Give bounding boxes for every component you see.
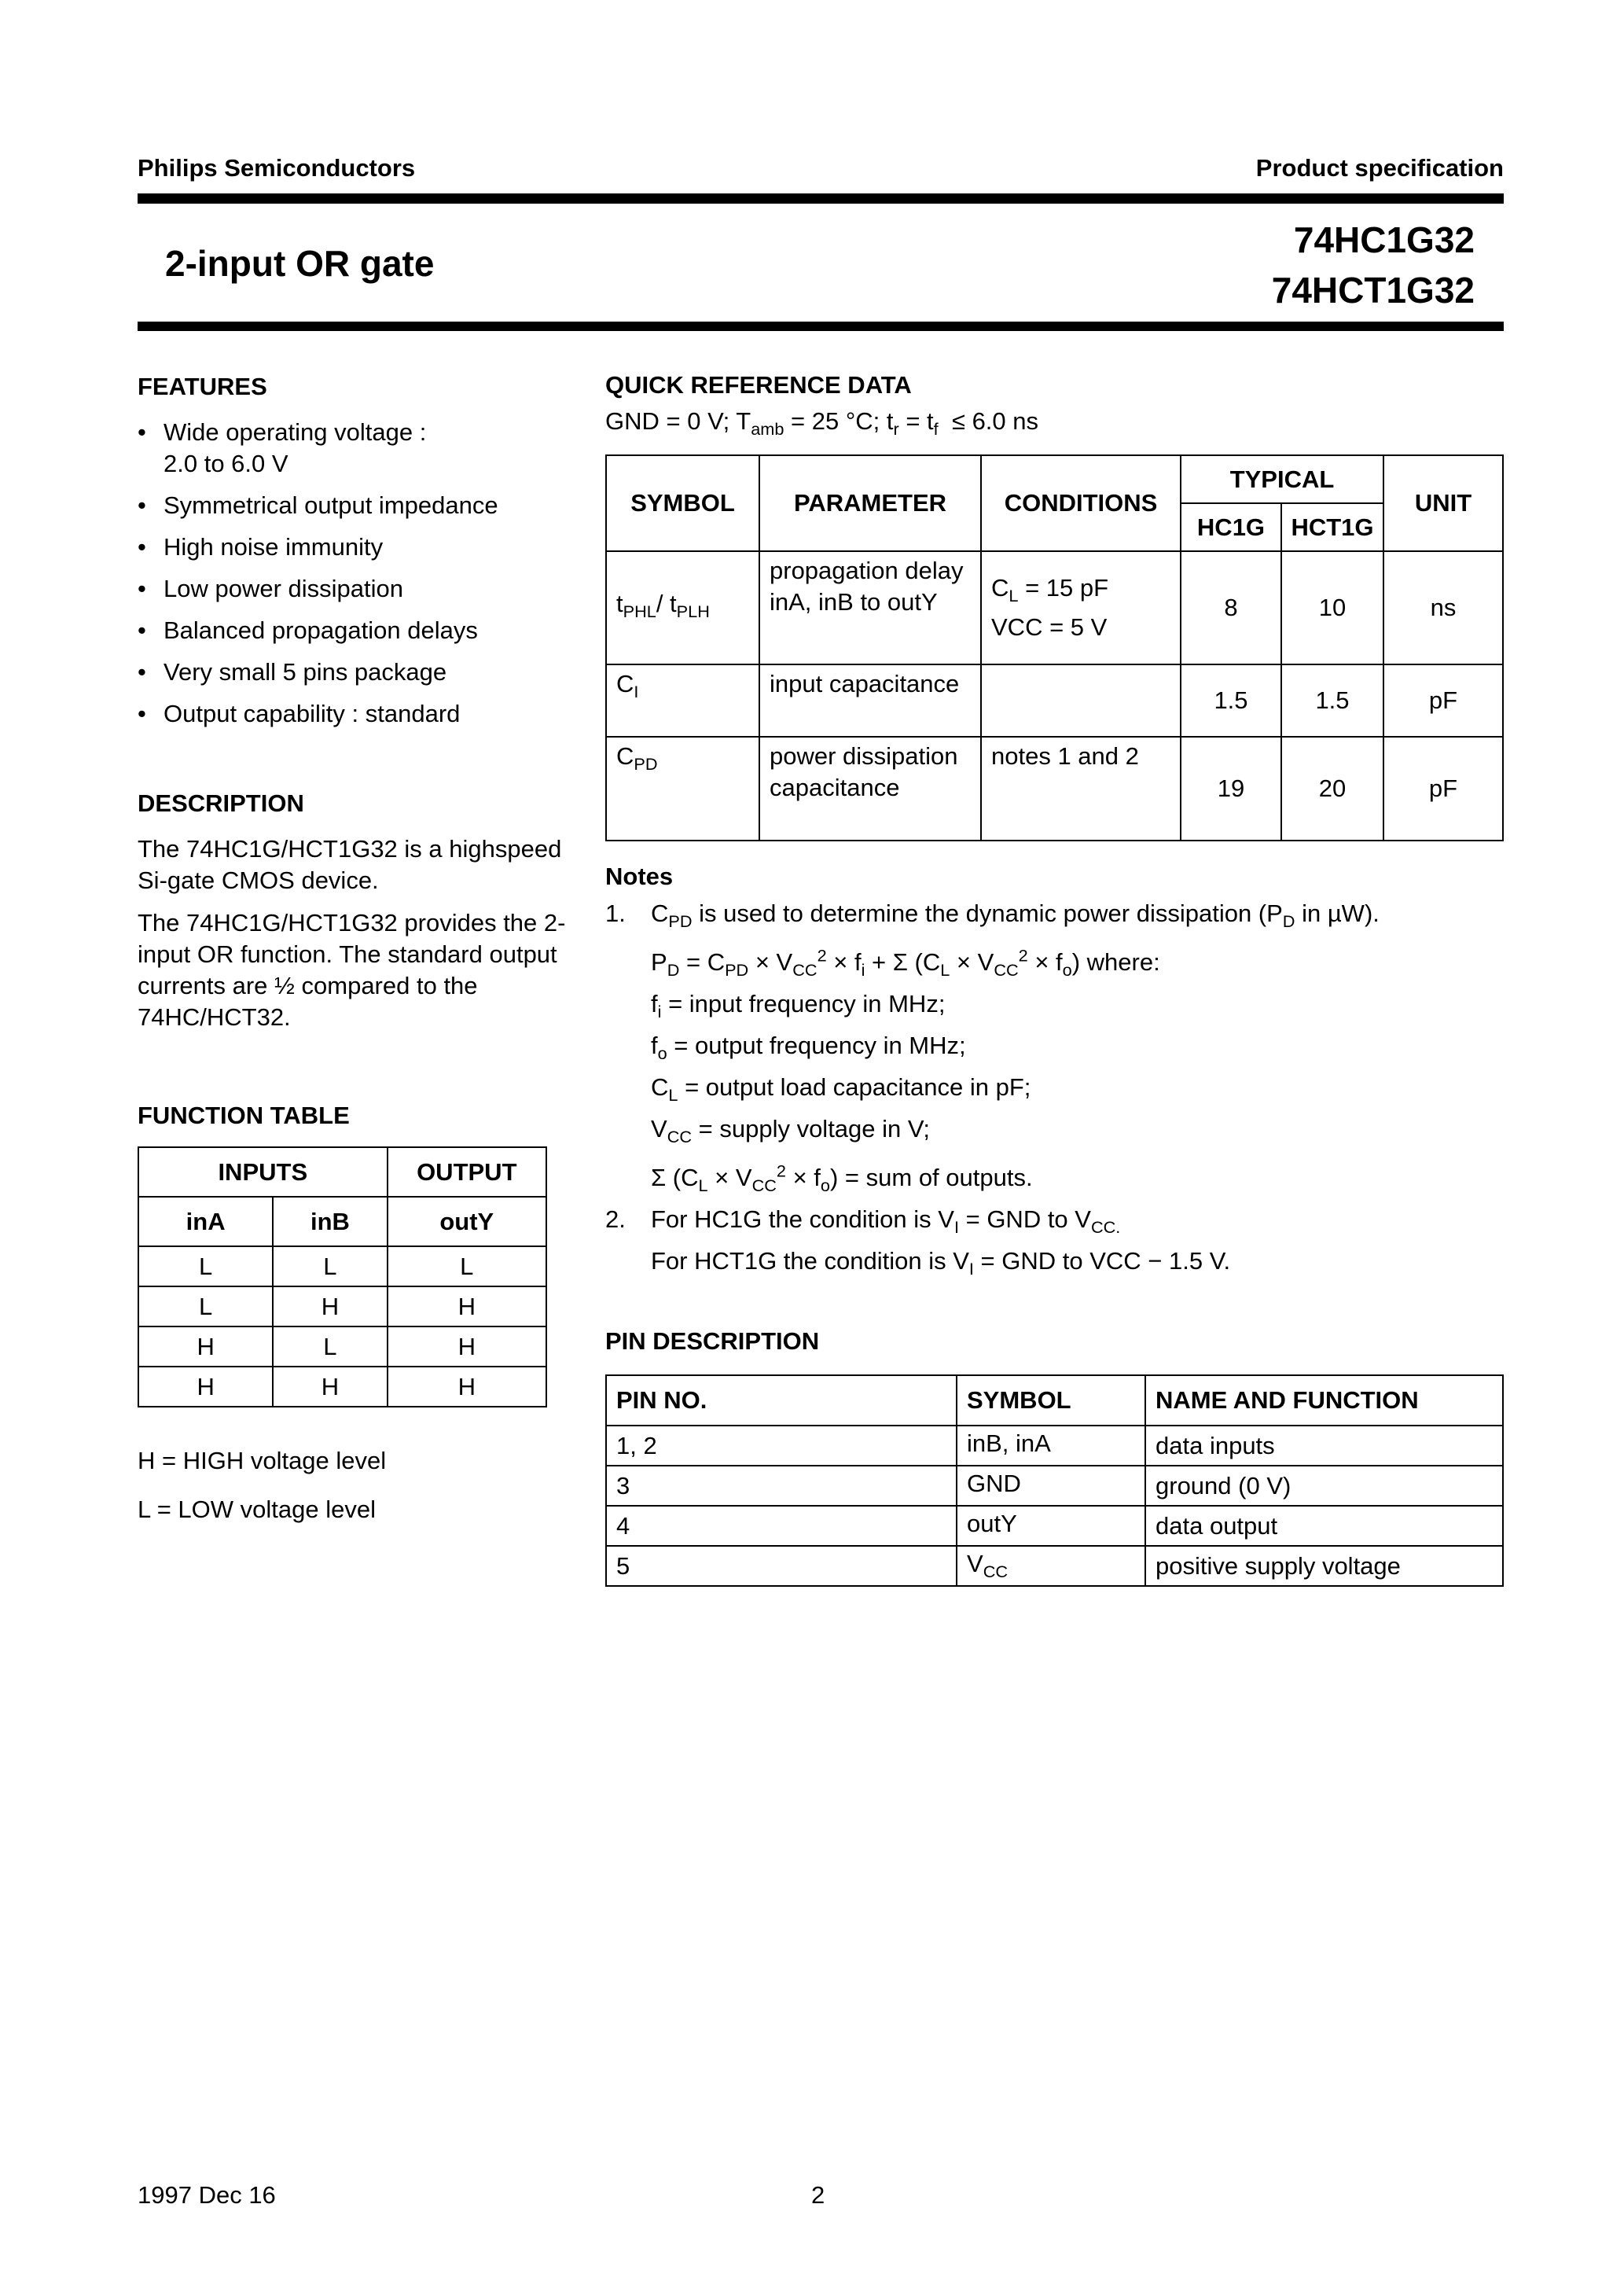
page-title: 2-input OR gate [165,243,435,284]
parameter-cell: propagation delay inA, inB to outY [759,551,981,664]
company-name: Philips Semiconductors [138,154,416,182]
one-half-fraction: ½ [274,972,295,999]
table-row: $C_{PD}$ power dissipation capacitance notes 1 and 2 19 20 pF [606,737,1503,841]
table-row: 3 GND ground (0 V) [606,1466,1503,1506]
description-paragraph-2: The 74HC1G/HCT1G32 provides the 2-input OR function. The standard output currents are ½ compared to the 74HC/HCT32. [138,909,566,1031]
column-header: SYMBOL [957,1375,1145,1426]
column-header: PIN NO. [606,1375,957,1426]
bullet-icon: • [138,700,146,727]
pin-description-heading: PIN DESCRIPTION [605,1327,820,1355]
column-header: UNIT [1383,455,1503,551]
features-heading: FEATURES [138,373,267,400]
bullet-icon: • [138,658,146,686]
column-header: PARAMETER [759,455,981,551]
features-section [138,371,578,740]
header-rule [138,193,1504,204]
bullet-icon: • [138,491,146,519]
column-header: outY [388,1197,546,1246]
quick-reference-heading: QUICK REFERENCE DATA [605,371,912,399]
table-row: H L H [138,1326,546,1367]
description-section [138,788,578,1044]
bullet-icon: • [138,533,146,561]
description-paragraph-1: The 74HC1G/HCT1G32 is a highspeed Si-gate CMOS device. [138,835,562,894]
list-item: • Output capability : standard [138,698,578,730]
features-list [138,417,578,730]
legend-high: H = HIGH voltage level [138,1447,387,1474]
bullet-icon: • [138,616,146,644]
bullet-icon: • [138,575,146,602]
footer-date: 1997 Dec 16 [138,2181,276,2209]
list-item: • Symmetrical output impedance [138,490,578,521]
note-1: 1. $C_{PD}$ is used to determine the dynamic power dissipation ($P_D$ in µW). [605,900,1380,932]
symbol-cell: $t_{PHL}/$ $t_{PLH}$ [606,551,759,664]
column-header: NAME AND FUNCTION [1145,1375,1503,1426]
table-row: 1, 2 inB, inA data inputs [606,1426,1503,1466]
note-1-formula: $P_D = C_{PD} \times V_{CC}^2 \times f_i + \Sigma$ $(C_L \times V_{CC}^2 \times f_o)$ where: [651,945,1160,980]
column-header: SYMBOL [606,455,759,551]
page-number: 2 [811,2181,825,2209]
quick-reference-table [605,454,1504,841]
note-1-line: $V_{CC}$ = supply voltage in V; [651,1115,931,1147]
notes-section [605,859,1504,1286]
conditions-cell: $C_L = 15$ pF VCC = 5 V [981,551,1181,664]
quick-reference-conditions: GND = 0 V; $T_{amb} = 25$ °C; $t_r = t_f \le 6.0$ ns [605,407,1039,440]
table-row: $C_I$ input capacitance 1.5 1.5 pF [606,664,1503,737]
table-row: 5 $V_{CC}$ positive supply voltage [606,1546,1503,1586]
function-table-heading: FUNCTION TABLE [138,1102,350,1129]
notes-heading: Notes [605,863,674,890]
symbol-cell: $C_I$ [606,664,759,737]
note-2-line: For HCT1G the condition is $V_I$ = GND to VCC − 1.5 V. [651,1247,1231,1279]
column-header: HC1G [1181,503,1281,551]
pin-description-table [605,1374,1504,1587]
note-1-line: $f_i$ = input frequency in MHz; [651,989,946,1021]
list-item: • Wide operating voltage : 2.0 to 6.0 V [138,418,427,477]
list-item: • Very small 5 pins package [138,657,578,688]
symbol-cell: $C_{PD}$ [606,737,759,841]
note-1-line: $C_L$ = output load capacitance in pF; [651,1073,1031,1106]
inputs-group-header: INPUTS [138,1147,388,1197]
list-item: • Balanced propagation delays [138,615,578,646]
column-header: HCT1G [1281,503,1383,551]
table-row: 4 outY data output [606,1506,1503,1546]
table-row: L L L [138,1246,546,1286]
title-rule [138,322,1504,331]
column-header: inB [273,1197,387,1246]
list-item: • Low power dissipation [138,573,578,605]
list-item: • High noise immunity [138,532,578,563]
note-1-line: Σ $(C_L \times V_{CC}^2 \times f_o)$ = sum of outputs. [651,1161,1033,1195]
output-group-header: OUTPUT [388,1147,546,1197]
bullet-icon: • [138,418,146,446]
column-header: CONDITIONS [981,455,1181,551]
legend-low: L = LOW voltage level [138,1496,376,1523]
table-row: $t_{PHL}/$ $t_{PLH}$ propagation delay inA, inB to outY $C_L = 15$ pF VCC = 5 V 8 10 ns [606,551,1503,664]
table-row: L H H [138,1286,546,1326]
column-header: inA [138,1197,273,1246]
description-heading: DESCRIPTION [138,789,304,817]
document-type: Product specification [1255,154,1504,182]
part-number-2: 74HCT1G32 [1271,270,1475,311]
note-2: 2. For HC1G the condition is $V_I$ = GND to $V_{CC.}$ [605,1205,1121,1238]
column-header: TYPICAL [1181,455,1383,503]
function-table [138,1146,547,1407]
part-number-1: 74HC1G32 [1293,219,1475,260]
table-row: H H H [138,1367,546,1407]
note-1-line: $f_o$ = output frequency in MHz; [651,1031,966,1064]
